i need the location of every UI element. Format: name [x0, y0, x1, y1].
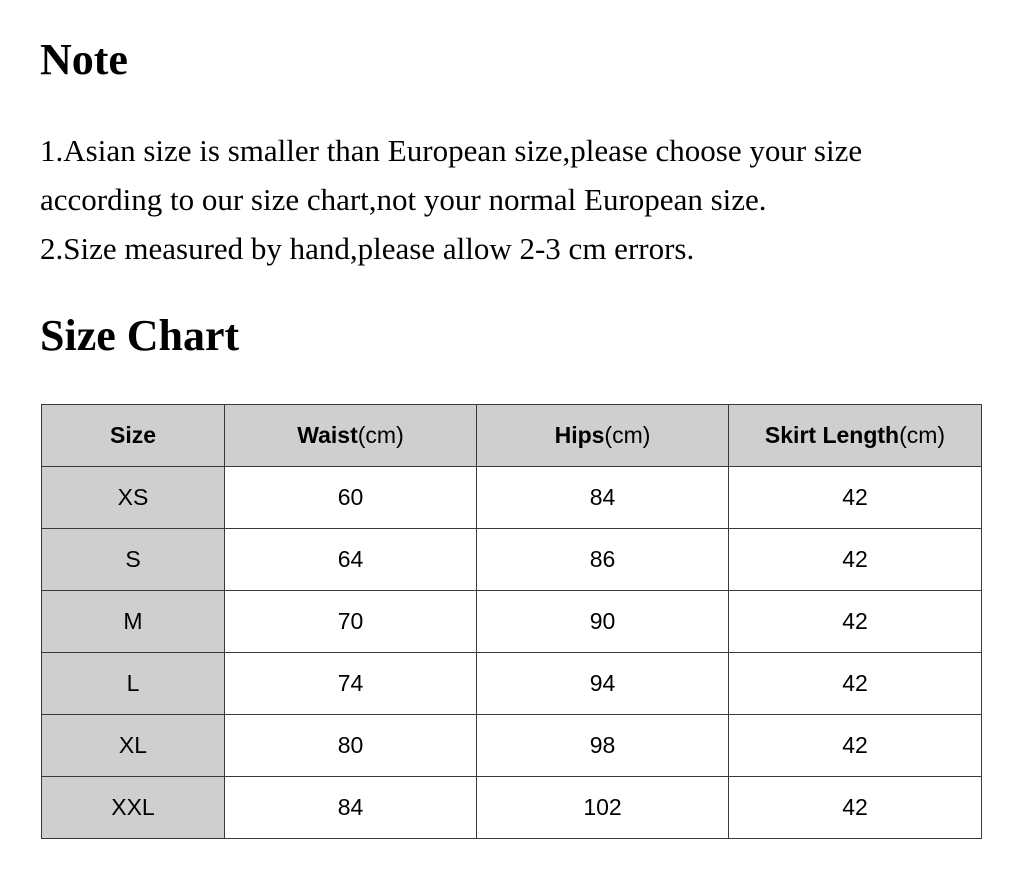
waist-cell: 64: [225, 529, 477, 591]
table-row: [42, 653, 982, 715]
size-chart-title: Size Chart: [40, 311, 240, 360]
header-size: [42, 405, 225, 467]
header-unit: (cm): [899, 422, 946, 448]
waist-cell: 70: [225, 591, 477, 653]
size-cell: XL: [42, 715, 225, 777]
size-cell: S: [42, 529, 225, 591]
header-unit: (cm): [357, 422, 404, 448]
skirt-length-cell: 42: [729, 591, 982, 653]
size-cell: XXL: [42, 777, 225, 839]
header-unit: (cm): [604, 422, 651, 448]
hips-cell: 94: [477, 653, 729, 715]
skirt-length-cell: 42: [729, 529, 982, 591]
header-skirt-length: [729, 405, 982, 467]
note-body: [40, 126, 1000, 273]
note-line: according to our size chart,not your normal European size.: [40, 182, 767, 217]
waist-cell: 80: [225, 715, 477, 777]
header-waist: [225, 405, 477, 467]
header-hips: [477, 405, 729, 467]
hips-cell: 86: [477, 529, 729, 591]
note-line: 2.Size measured by hand,please allow 2-3 cm errors.: [40, 231, 695, 266]
hips-cell: 90: [477, 591, 729, 653]
header-label: Hips: [554, 422, 605, 448]
header-label: Waist: [297, 422, 358, 448]
skirt-length-cell: 42: [729, 467, 982, 529]
table-row: [42, 777, 982, 839]
hips-cell: 98: [477, 715, 729, 777]
skirt-length-cell: 42: [729, 653, 982, 715]
size-cell: XS: [42, 467, 225, 529]
waist-cell: 60: [225, 467, 477, 529]
hips-cell: 84: [477, 467, 729, 529]
header-label: Skirt Length: [764, 422, 900, 448]
size-cell: M: [42, 591, 225, 653]
note-line: 1.Asian size is smaller than European size,please choose your size: [40, 133, 863, 168]
size-chart-table: [41, 404, 982, 839]
skirt-length-cell: 42: [729, 715, 982, 777]
skirt-length-cell: 42: [729, 777, 982, 839]
table-row: [42, 467, 982, 529]
waist-cell: 74: [225, 653, 477, 715]
table-header-row: [42, 405, 982, 467]
note-title: Note: [40, 35, 128, 84]
hips-cell: 102: [477, 777, 729, 839]
table-row: [42, 591, 982, 653]
size-cell: L: [42, 653, 225, 715]
header-label: Size: [109, 422, 157, 448]
table-row: [42, 715, 982, 777]
table-row: [42, 529, 982, 591]
waist-cell: 84: [225, 777, 477, 839]
